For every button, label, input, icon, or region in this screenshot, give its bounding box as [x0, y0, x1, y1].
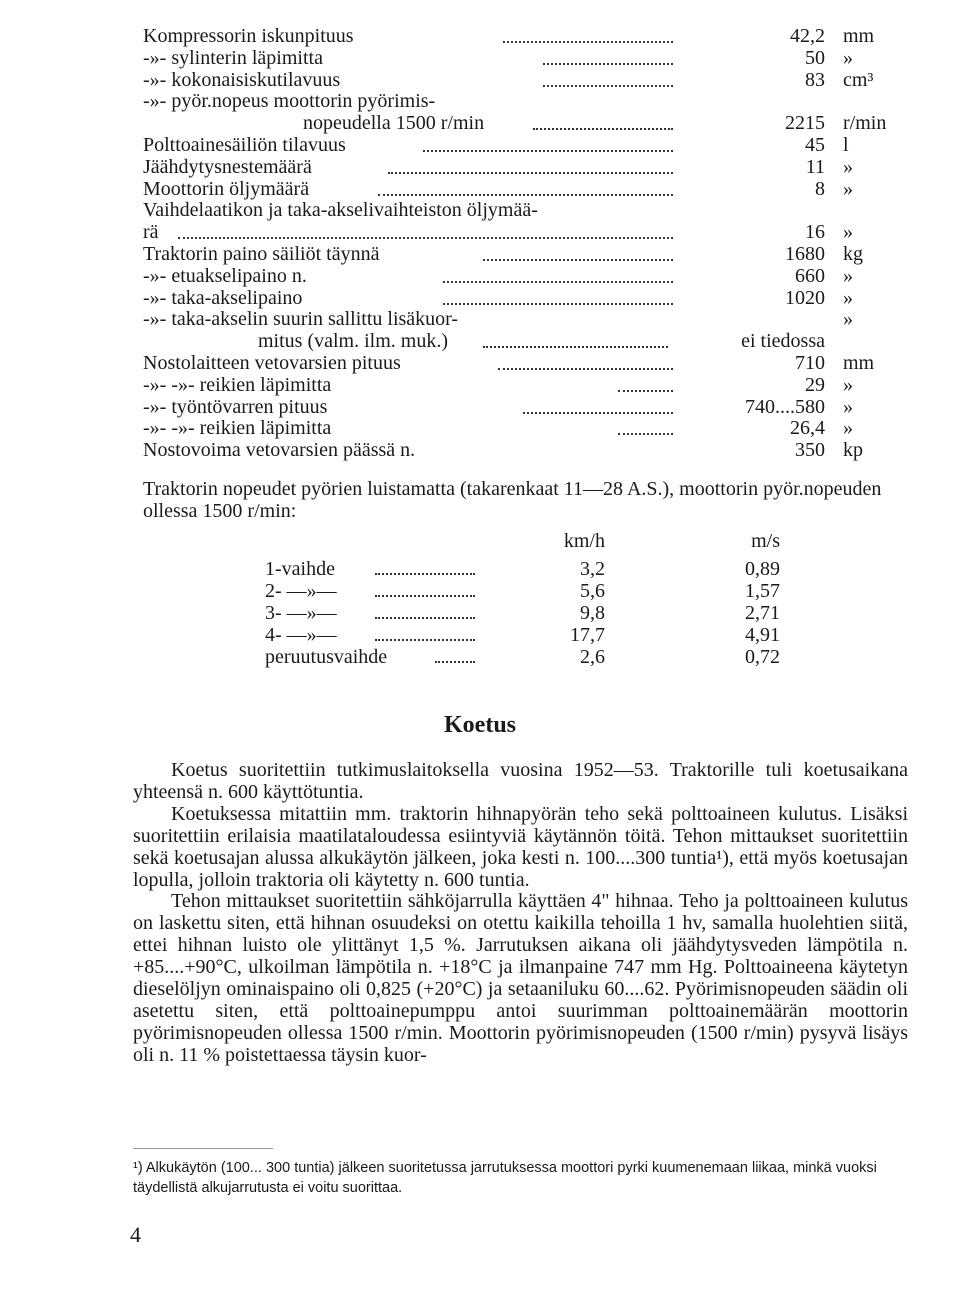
spec-value: 660 — [795, 264, 825, 287]
spec-value: ei tiedossa — [741, 330, 825, 353]
table-row — [260, 624, 820, 646]
speed-table — [260, 530, 820, 668]
paragraph: Koetus suoritettiin tutkimuslaitoksella vuosina 1952—53. Traktorille tuli koetusaikana yhteensä n. 600 käyttötuntia. — [133, 759, 908, 803]
spec-value: 740....580 — [745, 395, 825, 418]
spec-label: -»- sylinterin läpimitta — [143, 46, 323, 69]
spec-unit: l — [843, 133, 849, 156]
page-number: 4 — [130, 1222, 141, 1247]
spec-value: 83 — [805, 68, 825, 91]
spec-label: Kompressorin iskunpituus — [143, 25, 354, 47]
speed-ms: 2,71 — [745, 602, 780, 624]
spec-value: 42,2 — [790, 25, 825, 47]
spec-row — [143, 113, 913, 135]
paragraph: Koetuksessa mitattiin mm. traktorin hihnapyörän teho sekä polttoaineen kulutus. Lisäksi suoritettiin erilaisia maatilataloudessa esiintyviä käytännön töitä. Tehon mittaukset suoritettiin sekä koetusajan alussa alkukäytön jälkeen, joka kesti n. 100....300 tuntia¹), että myös koetusajan lopulla, jolloin traktoria oli käytetty n. 600 tuntia. — [133, 802, 908, 891]
spec-row — [143, 26, 913, 48]
spec-table — [143, 26, 913, 462]
col-ms-header: m/s — [751, 530, 780, 552]
spec-row — [143, 91, 913, 113]
spec-value: 350 — [795, 439, 825, 462]
speed-ms: 0,72 — [745, 646, 780, 668]
spec-label: -»- pyör.nopeus moottorin pyörimis- — [143, 90, 436, 113]
spec-unit: » — [843, 395, 853, 418]
speed-ms: 0,89 — [745, 558, 780, 580]
leader-dots — [443, 303, 673, 305]
spec-unit: r/min — [843, 112, 887, 135]
spec-label: -»- -»- reikien läpimitta — [143, 417, 332, 440]
spec-value: 11 — [805, 155, 825, 178]
speed-kmh: 9,8 — [580, 602, 605, 624]
spec-label: Nostovoima vetovarsien päässä n. — [143, 439, 416, 462]
spec-label: Polttoainesäiliön tilavuus — [143, 133, 346, 156]
leader-dots — [498, 368, 673, 370]
leader-dots — [375, 617, 475, 619]
spec-unit: » — [843, 221, 853, 244]
speed-ms: 4,91 — [745, 624, 780, 646]
gear-label: 1-vaihde — [265, 558, 335, 580]
table-row — [260, 602, 820, 624]
leader-dots — [503, 41, 673, 43]
spec-row — [143, 266, 913, 288]
speed-ms: 1,57 — [745, 580, 780, 602]
footnote-rule — [133, 1148, 273, 1149]
leader-dots — [483, 346, 668, 348]
spec-value: 1680 — [785, 242, 825, 265]
spec-row — [143, 179, 913, 201]
spec-label: -»- taka-akselin suurin sallittu lisäkuor- — [143, 308, 459, 331]
spec-label: -»- kokonaisiskutilavuus — [143, 68, 341, 91]
leader-dots — [388, 172, 673, 174]
section-body — [133, 760, 908, 1067]
leader-dots — [375, 573, 475, 575]
spec-row — [143, 418, 913, 440]
spec-unit: » — [843, 177, 853, 200]
leader-dots — [423, 150, 673, 152]
leader-dots — [533, 128, 673, 130]
spec-row — [143, 135, 913, 157]
speed-kmh: 5,6 — [580, 580, 605, 602]
spec-row — [143, 397, 913, 419]
gear-label: 4- —»— — [265, 624, 337, 646]
spec-value: 1020 — [785, 286, 825, 309]
leader-dots — [618, 390, 673, 392]
spec-unit: kg — [843, 242, 863, 265]
paragraph: Tehon mittaukset suoritettiin sähköjarrulla käyttäen 4" hihnaa. Teho ja polttoaineen kulutus on laskettu siten, että hihnan osuudeksi on otettu kaikilla tehoilla 1 hv, samalla huolehtien siitä, ettei hihnan luisto ole ylittänyt 1,5 %. Jarrutuksen aikana oli jäähdytysveden lämpötila n. +85....+90°C, ulkoilman lämpötila n. +18°C ja ilmanpaine 747 mm Hg. Polttoaineena käytetyn dieselöljyn ominaispaino oli 0,825 (+20°C) ja setaaniluku 60....62. Pyörimisnopeuden säädin oli asetettu siten, että polttoainepumppu antoi suurimman polttoainemäärän moottorin pyörimisnopeuden ollessa 1500 r/min. Moottorin pyörimisnopeuden (1500 r/min) pysyvä lisäys oli n. 11 % poistettaessa täysin kuor- — [133, 890, 908, 1066]
spec-row — [143, 70, 913, 92]
spec-unit: cm³ — [843, 68, 874, 91]
leader-dots — [543, 85, 673, 87]
spec-unit: mm — [843, 25, 875, 47]
speed-kmh: 3,2 — [580, 558, 605, 580]
gear-label: 2- —»— — [265, 580, 337, 602]
leader-dots — [618, 433, 673, 435]
spec-row — [143, 375, 913, 397]
spec-value: 45 — [805, 133, 825, 156]
spec-unit: » — [843, 46, 853, 69]
spec-label: Jäähdytysnestemäärä — [143, 155, 312, 178]
spec-label: rä — [143, 221, 159, 244]
spec-row — [143, 157, 913, 179]
spec-label: -»- työntövarren pituus — [143, 395, 328, 418]
table-row — [260, 646, 820, 668]
footnote: ¹) Alkukäytön (100... 300 tuntia) jälkeen suoritetussa jarrutuksessa moottori pyrki kuumenemaan liikaa, minkä vuoksi täydellistä alkujarrutusta ei voitu suorittaa. — [133, 1160, 877, 1196]
spec-value: 29 — [805, 373, 825, 396]
speeds-intro: Traktorin nopeudet pyörien luistamatta (takarenkaat 11—28 A.S.), moottorin pyör.nopeuden ollessa 1500 r/min: — [143, 478, 882, 522]
speed-kmh: 17,7 — [570, 624, 605, 646]
leader-dots — [543, 63, 673, 65]
spec-unit: » — [843, 264, 853, 287]
speed-table-header — [260, 530, 820, 558]
spec-unit: mm — [843, 351, 875, 374]
spec-row — [143, 222, 913, 244]
table-row — [260, 580, 820, 602]
spec-row — [143, 353, 913, 375]
spec-label: -»- etuakselipaino n. — [143, 264, 307, 287]
spec-label: Vaihdelaatikon ja taka-akselivaihteiston öljymää- — [143, 199, 538, 222]
leader-dots — [375, 639, 475, 641]
spec-label: Moottorin öljymäärä — [143, 177, 310, 200]
leader-dots — [483, 259, 673, 261]
spec-unit: » — [843, 373, 853, 396]
spec-unit: kp — [843, 439, 863, 462]
spec-row — [143, 309, 913, 331]
spec-value: 8 — [815, 177, 825, 200]
spec-row — [143, 331, 913, 353]
leader-dots — [375, 595, 475, 597]
spec-label: -»- -»- reikien läpimitta — [143, 373, 332, 396]
spec-row — [143, 244, 913, 266]
spec-row — [143, 440, 913, 462]
spec-value: 26,4 — [790, 417, 825, 440]
spec-value: 2215 — [785, 112, 825, 135]
spec-unit: » — [843, 286, 853, 309]
spec-row — [143, 200, 913, 222]
leader-dots — [443, 281, 673, 283]
leader-dots — [435, 661, 475, 663]
gear-label: 3- —»— — [265, 602, 337, 624]
spec-label: mitus (valm. ilm. muk.) — [258, 330, 448, 353]
spec-row — [143, 48, 913, 70]
speed-kmh: 2,6 — [580, 646, 605, 668]
spec-label: -»- taka-akselipaino — [143, 286, 303, 309]
leader-dots — [378, 194, 673, 196]
leader-dots — [523, 412, 673, 414]
table-row — [260, 558, 820, 580]
col-kmh-header: km/h — [563, 530, 605, 552]
spec-value: 50 — [805, 46, 825, 69]
spec-value: 16 — [805, 221, 825, 244]
spec-unit: » — [843, 417, 853, 440]
section-title: Koetus — [444, 712, 516, 738]
spec-value: 710 — [795, 351, 825, 374]
gear-label: peruutusvaihde — [265, 646, 388, 668]
leader-dots — [178, 237, 673, 239]
spec-label: Traktorin paino säiliöt täynnä — [143, 242, 380, 265]
spec-unit: » — [843, 155, 853, 178]
spec-label: Nostolaitteen vetovarsien pituus — [143, 351, 401, 374]
spec-unit: » — [843, 308, 853, 331]
spec-row — [143, 288, 913, 310]
spec-label: nopeudella 1500 r/min — [303, 112, 485, 135]
